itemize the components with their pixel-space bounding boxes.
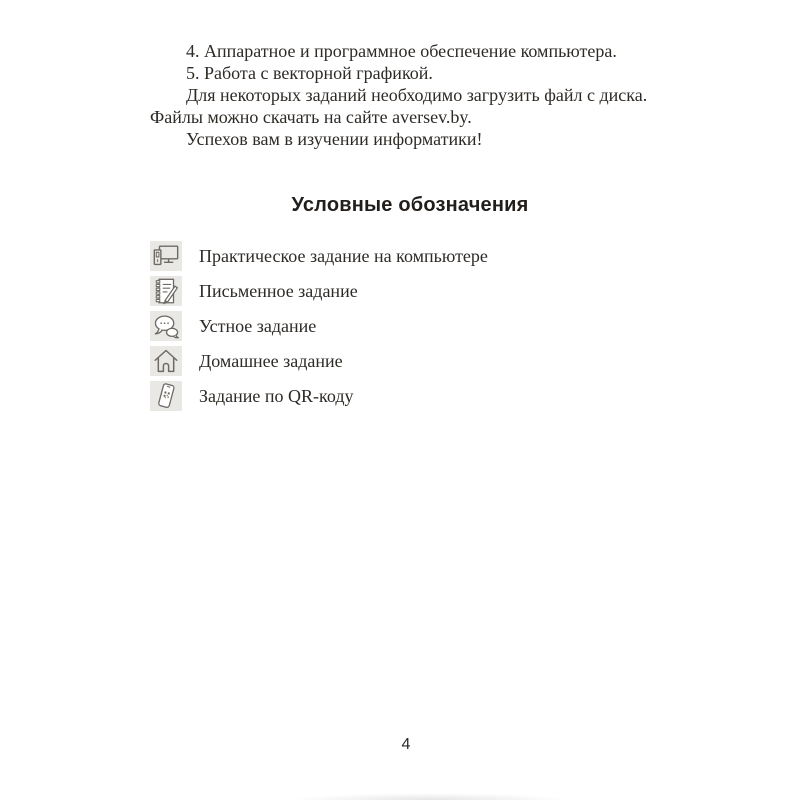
legend-item-label: Задание по QR-коду	[199, 385, 354, 406]
notebook-pencil-icon	[150, 276, 182, 306]
legend-title: Условные обозначения	[291, 194, 529, 216]
phone-qr-icon	[150, 381, 182, 411]
legend-item	[150, 311, 670, 341]
intro-line: 5. Работа с векторной графикой.	[186, 63, 433, 83]
legend-list	[150, 241, 670, 411]
page-content	[150, 40, 670, 416]
legend-item	[150, 381, 670, 411]
speech-bubbles-icon	[150, 311, 182, 341]
intro-line: 4. Аппаратное и программное обеспечение компьютера.	[186, 41, 617, 61]
intro-line: Успехов вам в изучении информатики!	[186, 129, 483, 149]
house-icon	[150, 346, 182, 376]
legend-item-label: Письменное задание	[199, 280, 358, 301]
legend-item-label: Домашнее задание	[199, 350, 343, 371]
legend-item	[150, 346, 670, 376]
legend-item	[150, 241, 670, 271]
legend-item-label: Устное задание	[199, 315, 317, 336]
intro-block	[150, 40, 670, 150]
legend-item	[150, 276, 670, 306]
legend-item-label: Практическое задание на компьютере	[199, 245, 488, 266]
page-number: 4	[401, 736, 411, 753]
intro-line: Файлы можно скачать на сайте aversev.by.	[150, 107, 472, 127]
computer-icon	[150, 241, 182, 271]
intro-line: Для некоторых заданий необходимо загрузить файл с диска.	[186, 85, 648, 105]
page-bottom-shadow	[290, 793, 570, 800]
